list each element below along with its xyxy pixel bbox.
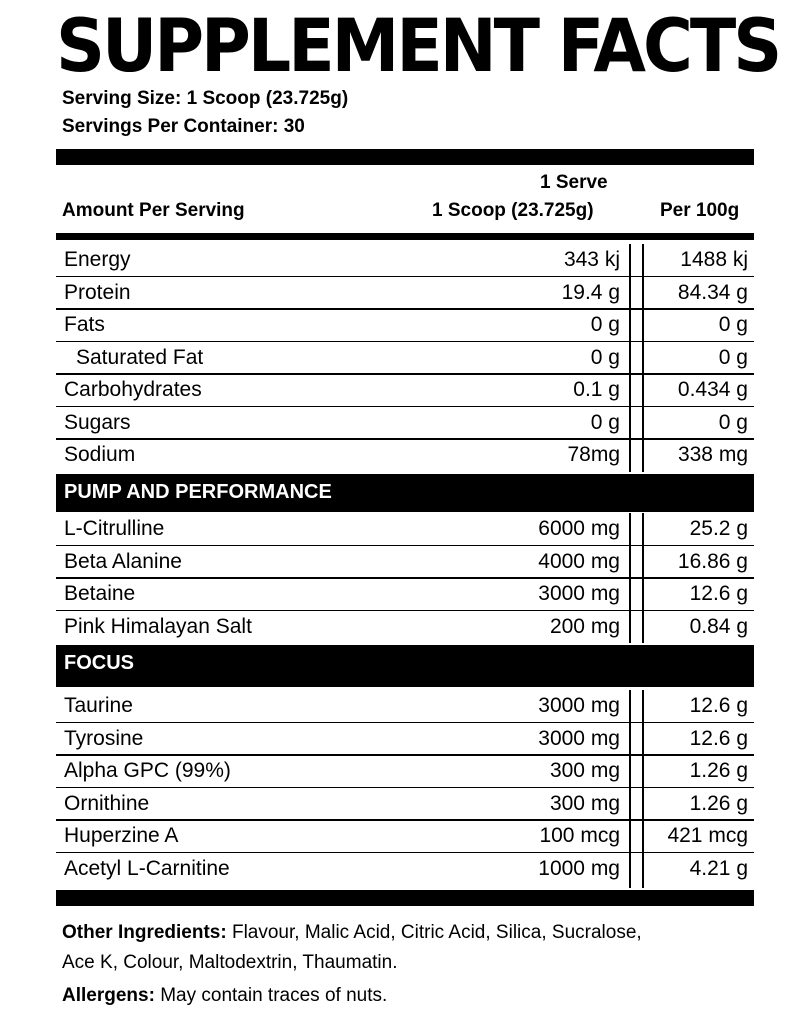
column-divider — [642, 690, 644, 888]
servings-per-container: Servings Per Container: 30 — [62, 116, 305, 137]
table-row — [56, 407, 754, 440]
section-pump-and-performance-label: PUMP AND PERFORMANCE — [64, 481, 332, 503]
table-row — [56, 611, 754, 644]
row-per100-value: 1488 kj — [680, 248, 748, 271]
row-name: Betaine — [64, 582, 136, 605]
row-per100-value: 338 mg — [677, 443, 748, 466]
section-focus-label: FOCUS — [64, 652, 134, 674]
row-serve-value: 343 kj — [563, 248, 620, 271]
table-row — [56, 309, 754, 342]
row-serve-value: 6000 mg — [538, 517, 620, 540]
row-name: Taurine — [64, 694, 133, 717]
row-per100-value: 0 g — [718, 345, 748, 369]
serving-size: Serving Size: 1 Scoop (23.725g) — [62, 88, 349, 109]
serve-header-line1: 1 Serve — [540, 172, 608, 193]
row-per100-value: 1.26 g — [689, 759, 748, 782]
row-serve-value: 3000 mg — [538, 726, 620, 750]
column-divider — [642, 513, 644, 643]
other-ingredients-line1: Flavour, Malic Acid, Citric Acid, Silica, Sucralose, — [226, 922, 642, 943]
row-name: Sodium — [64, 443, 136, 466]
table-row — [56, 853, 754, 886]
header-divider-bar — [56, 233, 754, 240]
row-name: Fats — [64, 313, 105, 336]
row-serve-value: 300 mg — [549, 759, 620, 782]
row-serve-value: 100 mcg — [539, 824, 620, 847]
row-per100-value: 0 g — [718, 410, 748, 434]
row-per100-value: 4.21 g — [689, 856, 748, 880]
row-per100-value: 0.434 g — [677, 378, 748, 401]
row-serve-value: 3000 mg — [538, 694, 620, 717]
row-name: Energy — [64, 248, 131, 271]
other-ingredients — [62, 922, 642, 944]
row-serve-value: 0.1 g — [573, 378, 620, 401]
row-name: Tyrosine — [64, 726, 144, 750]
row-serve-value: 300 mg — [549, 791, 620, 815]
amount-per-serving-label: Amount Per Serving — [62, 200, 245, 221]
table-row — [56, 244, 754, 277]
row-name: Ornithine — [64, 791, 150, 815]
row-serve-value: 4000 mg — [538, 549, 620, 573]
allergens — [62, 985, 387, 1007]
row-per100-value: 84.34 g — [677, 280, 748, 304]
section-pump-and-performance — [56, 474, 754, 512]
row-per100-value: 12.6 g — [689, 694, 748, 717]
table-row — [56, 546, 754, 579]
row-serve-value: 0 g — [590, 410, 620, 434]
column-divider — [629, 244, 631, 472]
allergens-text: May contain traces of nuts. — [154, 985, 388, 1006]
row-serve-value: 3000 mg — [538, 582, 620, 605]
column-divider — [629, 513, 631, 643]
row-serve-value: 19.4 g — [561, 280, 620, 304]
row-per100-value: 0.84 g — [689, 614, 748, 638]
column-divider — [629, 690, 631, 888]
bottom-divider-bar — [56, 890, 754, 906]
table-row — [56, 342, 754, 375]
column-divider — [642, 244, 644, 472]
section-focus — [56, 645, 754, 687]
table-row — [56, 788, 754, 821]
row-per100-value: 0 g — [718, 313, 748, 336]
row-name: Huperzine A — [64, 824, 179, 847]
serve-header-line2: 1 Scoop (23.725g) — [432, 200, 594, 221]
row-per100-value: 12.6 g — [689, 726, 748, 750]
row-name: L-Citrulline — [64, 517, 165, 540]
allergens-label: Allergens: — [62, 985, 155, 1006]
row-per100-value: 421 mcg — [667, 824, 748, 847]
table-row — [56, 439, 754, 472]
row-name: Pink Himalayan Salt — [64, 614, 252, 638]
page-title: SUPPLEMENT FACTS — [56, 4, 780, 90]
table-row — [56, 723, 754, 756]
row-serve-value: 200 mg — [549, 614, 620, 638]
row-per100-value: 25.2 g — [689, 517, 748, 540]
row-per100-value: 16.86 g — [677, 549, 748, 573]
row-serve-value: 0 g — [590, 313, 620, 336]
row-name: Protein — [64, 280, 131, 304]
row-serve-value: 1000 mg — [538, 856, 620, 880]
row-name: Carbohydrates — [64, 378, 202, 401]
table-row — [56, 578, 754, 611]
row-serve-value: 78mg — [567, 443, 620, 466]
row-name: Acetyl L-Carnitine — [64, 856, 230, 880]
row-serve-value: 0 g — [590, 345, 620, 369]
row-name: Saturated Fat — [76, 345, 204, 369]
row-per100-value: 1.26 g — [689, 791, 748, 815]
table-row — [56, 820, 754, 853]
table-row — [56, 755, 754, 788]
other-ingredients-line2: Ace K, Colour, Maltodextrin, Thaumatin. — [62, 952, 398, 973]
table-row — [56, 277, 754, 310]
per100-header: Per 100g — [660, 200, 740, 221]
table-row — [56, 513, 754, 546]
row-name: Beta Alanine — [64, 549, 182, 573]
top-divider-bar — [56, 149, 754, 165]
row-name: Alpha GPC (99%) — [64, 759, 231, 782]
row-per100-value: 12.6 g — [689, 582, 748, 605]
other-ingredients-label: Other Ingredients: — [62, 922, 227, 943]
table-row — [56, 374, 754, 407]
row-name: Sugars — [64, 410, 131, 434]
table-row — [56, 690, 754, 723]
